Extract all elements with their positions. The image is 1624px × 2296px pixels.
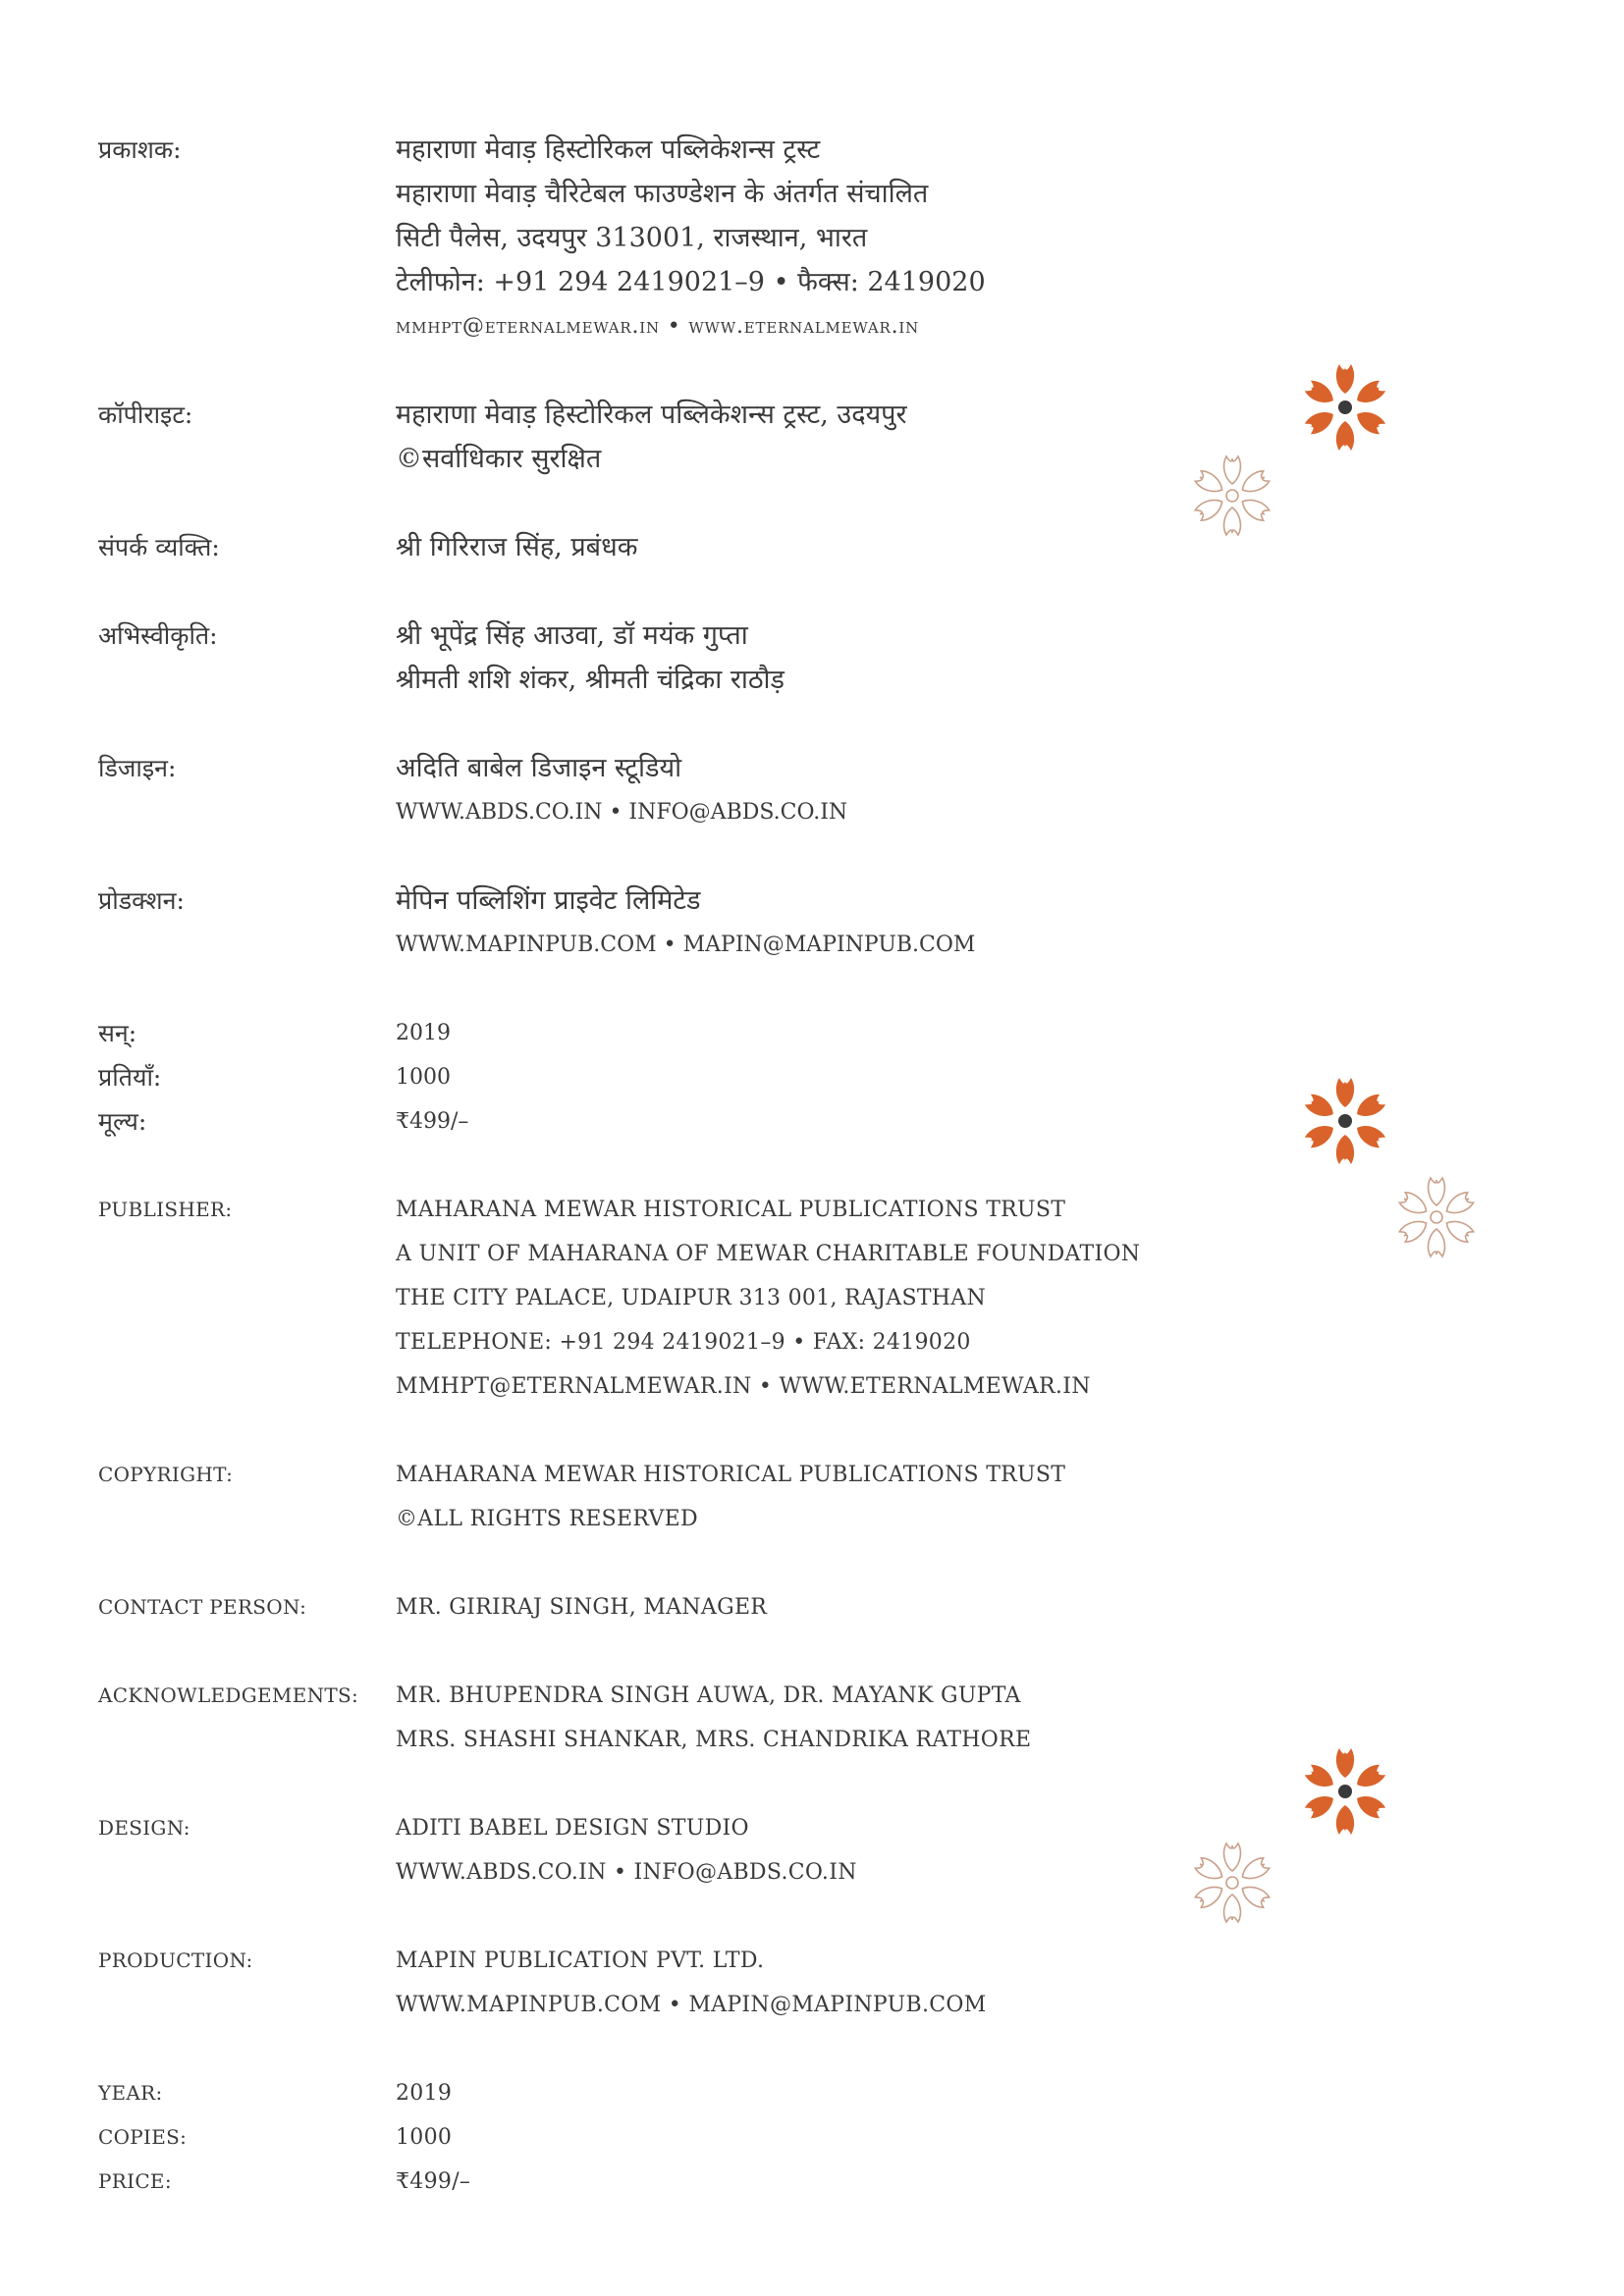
english-copyright-label: COPYRIGHT: — [98, 1463, 234, 1486]
hindi-contact-label: संपर्क व्यक्ति: — [98, 533, 220, 561]
hindi-publisher-contact: mmhpt@eternalmewar.in • www.eternalmewar.in — [396, 314, 920, 339]
english-copies-label: COPIES: — [98, 2125, 188, 2149]
english-acknowledgements-label: ACKNOWLEDGEMENTS: — [98, 1683, 359, 1707]
hindi-production-contact: WWW.MAPINPUB.COM • MAPIN@MAPINPUB.COM — [396, 933, 976, 957]
floral-motif-orange-icon — [1286, 1733, 1404, 1850]
english-production-lines — [396, 1939, 987, 2027]
hindi-publisher-lines — [396, 128, 986, 348]
floral-motif-orange-icon — [1286, 348, 1404, 466]
english-acknowledgements-line: MR. BHUPENDRA SINGH AUWA, DR. MAYANK GUPTA — [396, 1683, 1021, 1708]
hindi-price-value: ₹499/– — [396, 1109, 469, 1134]
english-design-line: ADITI BABEL DESIGN STUDIO — [396, 1816, 749, 1841]
hindi-acknowledgements-lines — [396, 614, 785, 702]
hindi-year-value: 2019 — [396, 1021, 451, 1045]
english-contact-line: MR. GIRIRAJ SINGH, MANAGER — [396, 1595, 768, 1620]
hindi-publisher-line: टेलीफोन: +91 294 2419021–9 • फैक्स: 2419020 — [396, 267, 986, 297]
hindi-production-line: मेपिन पब्लिशिंग प्राइवेट लिमिटेड — [396, 885, 701, 916]
hindi-copyright-label: कॉपीराइट: — [98, 400, 193, 429]
english-price-label: PRICE: — [98, 2169, 172, 2193]
english-year-label: YEAR: — [98, 2081, 163, 2105]
hindi-production-label: प्रोडक्शन: — [98, 886, 185, 915]
hindi-copies-label: प्रतियाँ: — [98, 1063, 162, 1092]
hindi-copyright-line: महाराणा मेवाड़ हिस्टोरिकल पब्लिकेशन्स ट्रस्ट, उदयपुर — [396, 400, 907, 430]
english-production-line: MAPIN PUBLICATION PVT. LTD. — [396, 1949, 765, 1973]
hindi-production-lines — [396, 879, 975, 967]
english-contact-label: CONTACT PERSON: — [98, 1595, 307, 1619]
hindi-price-label: मूल्य: — [98, 1107, 147, 1136]
hindi-acknowledgements-line: श्री भूपेंद्र सिंह आउवा, डॉ मयंक गुप्ता — [396, 620, 748, 651]
hindi-year-label: सन्: — [98, 1019, 137, 1047]
english-copies-value: 1000 — [396, 2125, 453, 2150]
hindi-contact-line: श्री गिरिराज सिंह, प्रबंधक — [396, 532, 638, 562]
hindi-design-lines — [396, 746, 847, 834]
english-design-lines — [396, 1806, 857, 1895]
english-copyright-line: MAHARANA MEWAR HISTORICAL PUBLICATIONS TRUST — [396, 1463, 1066, 1487]
english-production-line: WWW.MAPINPUB.COM • MAPIN@MAPINPUB.COM — [396, 1993, 987, 2017]
english-publisher-line: THE CITY PALACE, UDAIPUR 313 001, RAJASTHAN — [396, 1286, 987, 1310]
hindi-acknowledgements-line: श्रीमती शशि शंकर, श्रीमती चंद्रिका राठौड़ — [396, 665, 785, 695]
hindi-contact-lines — [396, 525, 637, 569]
english-design-line: WWW.ABDS.CO.IN • INFO@ABDS.CO.IN — [396, 1860, 857, 1885]
floral-motif-outline-icon — [1173, 1824, 1291, 1942]
english-publisher-line: A UNIT OF MAHARANA OF MEWAR CHARITABLE FOUNDATION — [396, 1242, 1141, 1266]
hindi-publisher-label: प्रकाशक: — [98, 135, 182, 164]
hindi-publisher-line: महाराणा मेवाड़ चैरिटेबल फाउण्डेशन के अंतर्गत संचालित — [396, 179, 929, 209]
english-publisher-line: TELEPHONE: +91 294 2419021–9 • FAX: 2419020 — [396, 1330, 971, 1355]
english-publisher-line: MAHARANA MEWAR HISTORICAL PUBLICATIONS TRUST — [396, 1198, 1066, 1222]
english-publisher-label: PUBLISHER: — [98, 1198, 233, 1221]
floral-motif-outline-icon — [1173, 437, 1291, 555]
english-price-value: ₹499/– — [396, 2169, 471, 2194]
english-acknowledgements-lines — [396, 1674, 1031, 1762]
english-copyright-lines — [396, 1453, 1065, 1541]
english-design-label: DESIGN: — [98, 1816, 190, 1840]
hindi-acknowledgements-label: अभिस्वीकृति: — [98, 621, 218, 650]
english-copyright-line: ©ALL RIGHTS RESERVED — [396, 1507, 698, 1531]
hindi-design-label: डिजाइन: — [98, 754, 177, 782]
hindi-design-contact: WWW.ABDS.CO.IN • INFO@ABDS.CO.IN — [396, 800, 848, 825]
english-year-value: 2019 — [396, 2081, 453, 2106]
english-acknowledgements-line: MRS. SHASHI SHANKAR, MRS. CHANDRIKA RATHORE — [396, 1728, 1032, 1752]
english-contact-lines — [396, 1585, 767, 1629]
hindi-copies-value: 1000 — [396, 1065, 451, 1090]
english-production-label: PRODUCTION: — [98, 1949, 253, 1972]
hindi-design-line: अदिति बाबेल डिजाइन स्टूडियो — [396, 753, 682, 783]
english-publisher-lines — [396, 1188, 1140, 1409]
hindi-copyright-line: ©सर्वाधिकार सुरक्षित — [396, 444, 602, 474]
hindi-publisher-line: सिटी पैलेस, उदयपुर 313001, राजस्थान, भारत — [396, 223, 868, 253]
hindi-publisher-line: महाराणा मेवाड़ हिस्टोरिकल पब्लिकेशन्स ट्रस्ट — [396, 134, 821, 165]
english-publisher-line: MMHPT@ETERNALMEWAR.IN • WWW.ETERNALMEWAR.IN — [396, 1374, 1091, 1399]
hindi-copyright-lines — [396, 393, 907, 481]
floral-motif-outline-icon — [1378, 1158, 1495, 1276]
